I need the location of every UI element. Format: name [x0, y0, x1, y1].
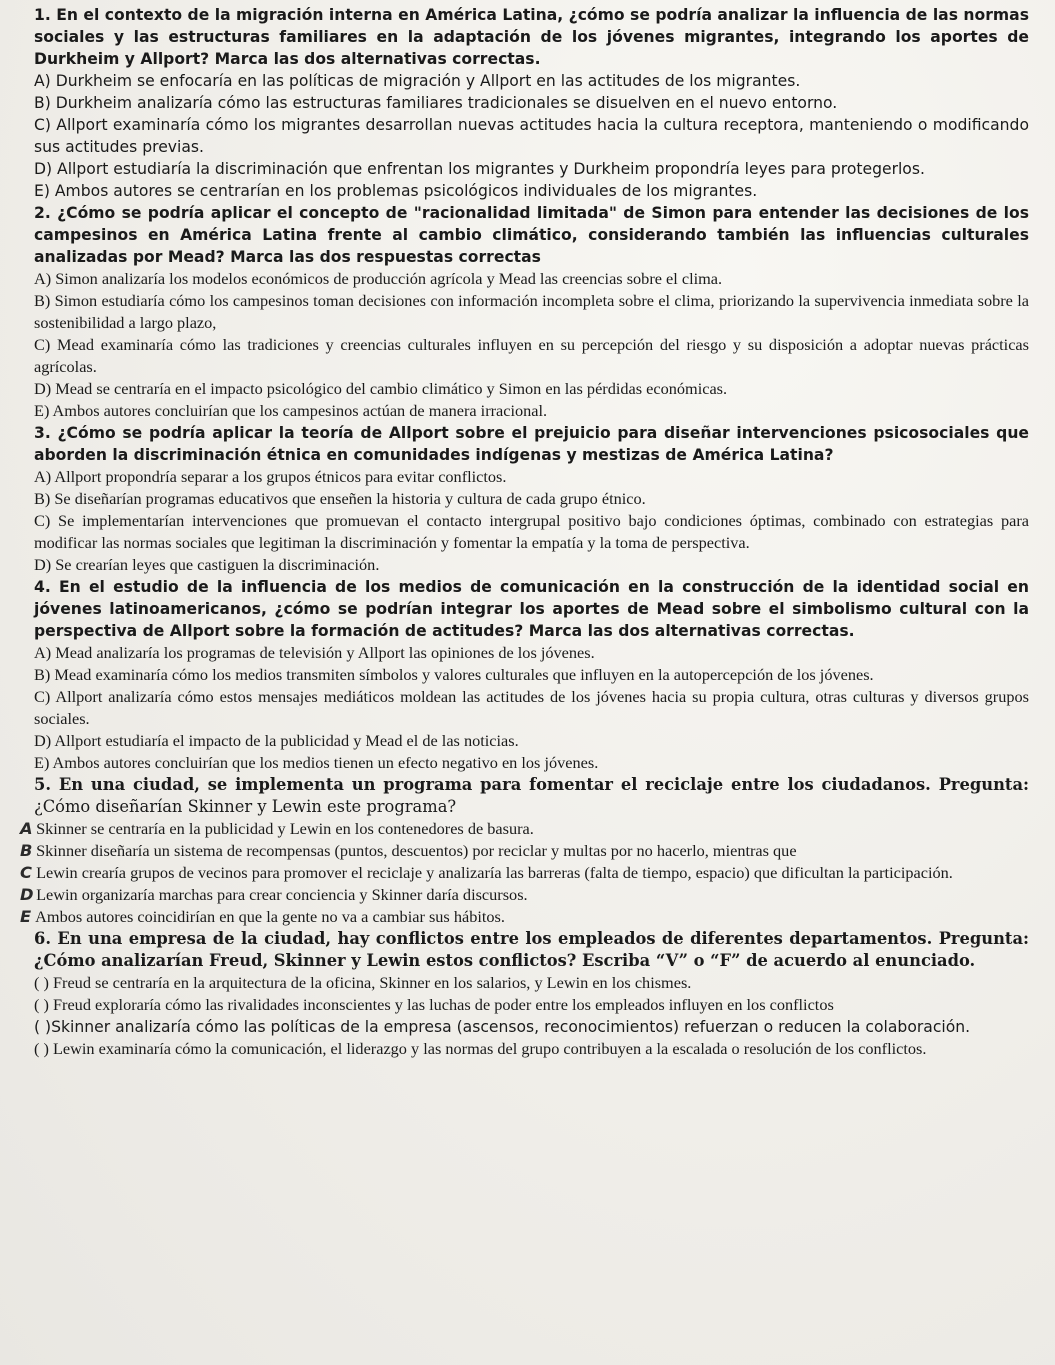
q3-option-a[interactable]: A) Allport propondría separar a los grupos étnicos para evitar conflictos. [34, 467, 507, 486]
q5-handwritten-mark-c: C [20, 863, 32, 882]
q5-option-d[interactable] [20, 884, 1029, 906]
q6-stem-label: Pregunta: [938, 929, 1030, 948]
q5-stem-rest: ¿Cómo diseñarían Skinner y Lewin este programa? [34, 797, 457, 816]
q1-option-d[interactable]: D) Allport estudiaría la discriminación que enfrentan los migrantes y Durkheim propondría leyes para protegerlos. [34, 160, 925, 178]
q5-handwritten-mark-d: D [20, 885, 34, 904]
question-6-stem [34, 928, 1029, 972]
q5-handwritten-mark-b: B [20, 841, 33, 860]
q5-option-e-text: Ambos autores coincidirían en que la gente no va a cambiar sus hábitos. [35, 907, 505, 926]
q4-option-b[interactable]: B) Mead examinaría cómo los medios transmiten símbolos y valores culturales que influyen en la autopercepción de los jóvenes. [34, 665, 874, 684]
q5-option-a-text: Skinner se centraría en la publicidad y Lewin en los contenedores de basura. [36, 819, 534, 838]
q2-option-d[interactable]: D) Mead se centraría en el impacto psicológico del cambio climático y Simon en las pérdidas económicas. [34, 379, 728, 398]
q6-statement-3[interactable]: ( )Skinner analizaría cómo las políticas de la empresa (ascensos, reconocimientos) refuerzan o reducen la colaboración. [34, 1018, 971, 1036]
q5-option-d-text: Lewin organizaría marchas para crear conciencia y Skinner daría discursos. [36, 885, 528, 904]
q5-option-e[interactable] [20, 906, 1029, 928]
question-3-stem: 3. ¿Cómo se podría aplicar la teoría de Allport sobre el prejuicio para diseñar intervenciones psicosociales que aborden la discriminación étnica en comunidades indígenas y mestizas de América Latina? [34, 424, 1029, 464]
q5-stem-label: Pregunta: [938, 775, 1030, 794]
q6-statement-4[interactable]: ( ) Lewin examinaría cómo la comunicación, el liderazgo y las normas del grupo contribuyen a la escalada o resolución de los conflictos. [34, 1039, 927, 1058]
q5-option-c[interactable] [20, 862, 1029, 884]
q6-statement-2[interactable]: ( ) Freud exploraría cómo las rivalidades inconscientes y las luchas de poder entre los empleados influyen en los conflictos [34, 995, 834, 1014]
q5-option-a[interactable] [20, 818, 1029, 840]
q4-option-e[interactable]: E) Ambos autores concluirían que los medios tienen un efecto negativo en los jóvenes. [34, 753, 599, 772]
q6-stem-rest: ¿Cómo analizarían Freud, Skinner y Lewin estos conflictos? Escriba “V” o “F” de acuerdo al enunciado. [34, 951, 976, 970]
q2-option-e[interactable]: E) Ambos autores concluirían que los campesinos actúan de manera irracional. [34, 401, 548, 420]
q5-option-b-text: Skinner diseñaría un sistema de recompensas (puntos, descuentos) por reciclar y multas por no hacerlo, mientras que [36, 841, 797, 860]
q5-handwritten-mark-e: E [20, 907, 32, 926]
q6-stem-bold: 6. En una empresa de la ciudad, hay conflictos entre los empleados de diferentes departamentos. [34, 929, 933, 948]
q6-statement-1[interactable]: ( ) Freud se centraría en la arquitectura de la oficina, Skinner en los salarios, y Lewin en los chismes. [34, 973, 692, 992]
q5-option-c-text: Lewin crearía grupos de vecinos para promover el reciclaje y analizaría las barreras (falta de tiempo, espacio) que dificultan la participación. [36, 863, 953, 882]
q4-option-d[interactable]: D) Allport estudiaría el impacto de la publicidad y Mead el de las noticias. [34, 731, 519, 750]
q5-stem-bold: 5. En una ciudad, se implementa un programa para fomentar el reciclaje entre los ciudadanos. [34, 775, 931, 794]
q1-option-e[interactable]: E) Ambos autores se centrarían en los problemas psicológicos individuales de los migrantes. [34, 182, 758, 200]
q5-option-b[interactable] [20, 840, 1029, 862]
question-4-stem: 4. En el estudio de la influencia de los medios de comunicación en la construcción de la identidad social en jóvenes latinoamericanos, ¿cómo se podrían integrar los aportes de Mead sobre el simbolismo cultural con la perspectiva de Allport sobre la formación de actitudes? Marca las dos alternativas correctas. [34, 578, 1029, 640]
q2-option-c[interactable]: C) Mead examinaría cómo las tradiciones y creencias culturales influyen en su percepción del riesgo y su disposición a adoptar nuevas prácticas agrícolas. [34, 335, 1029, 376]
q1-option-b[interactable]: B) Durkheim analizaría cómo las estructuras familiares tradicionales se disuelven en el nuevo entorno. [34, 94, 838, 112]
q4-option-c[interactable]: C) Allport analizaría cómo estos mensajes mediáticos moldean las actitudes de los jóvenes hacia su propia cultura, otras culturas y diversos grupos sociales. [34, 687, 1029, 728]
question-2-stem: 2. ¿Cómo se podría aplicar el concepto de "racionalidad limitada" de Simon para entender las decisiones de los campesinos en América Latina frente al cambio climático, considerando también las influencias culturales analizadas por Mead? Marca las dos respuestas correctas [34, 204, 1029, 266]
question-5-stem [34, 774, 1029, 818]
q4-option-a[interactable]: A) Mead analizaría los programas de televisión y Allport las opiniones de los jóvenes. [34, 643, 595, 662]
q3-option-c[interactable]: C) Se implementarían intervenciones que promuevan el contacto intergrupal positivo bajo condiciones óptimas, combinado con estrategias para modificar las normas sociales que legitiman la discriminación y fomentar la empatía y la toma de perspectiva. [34, 511, 1029, 552]
q3-option-d[interactable]: D) Se crearían leyes que castiguen la discriminación. [34, 555, 380, 574]
q2-option-b[interactable]: B) Simon estudiaría cómo los campesinos toman decisiones con información incompleta sobre el clima, priorizando la supervivencia inmediata sobre la sostenibilidad a largo plazo, [34, 291, 1029, 332]
q3-option-b[interactable]: B) Se diseñarían programas educativos que enseñen la historia y cultura de cada grupo étnico. [34, 489, 646, 508]
q1-option-c[interactable]: C) Allport examinaría cómo los migrantes desarrollan nuevas actitudes hacia la cultura receptora, manteniendo o modificando sus actitudes previas. [34, 116, 1029, 156]
question-1-stem: 1. En el contexto de la migración interna en América Latina, ¿cómo se podría analizar la influencia de las normas sociales y las estructuras familiares en la adaptación de los jóvenes migrantes, integrando los aportes de Durkheim y Allport? Marca las dos alternativas correctas. [34, 6, 1029, 68]
q1-option-a[interactable]: A) Durkheim se enfocaría en las políticas de migración y Allport en las actitudes de los migrantes. [34, 72, 801, 90]
q2-option-a[interactable]: A) Simon analizaría los modelos económicos de producción agrícola y Mead las creencias sobre el clima. [34, 269, 723, 288]
q5-handwritten-mark-a: A [20, 819, 33, 838]
